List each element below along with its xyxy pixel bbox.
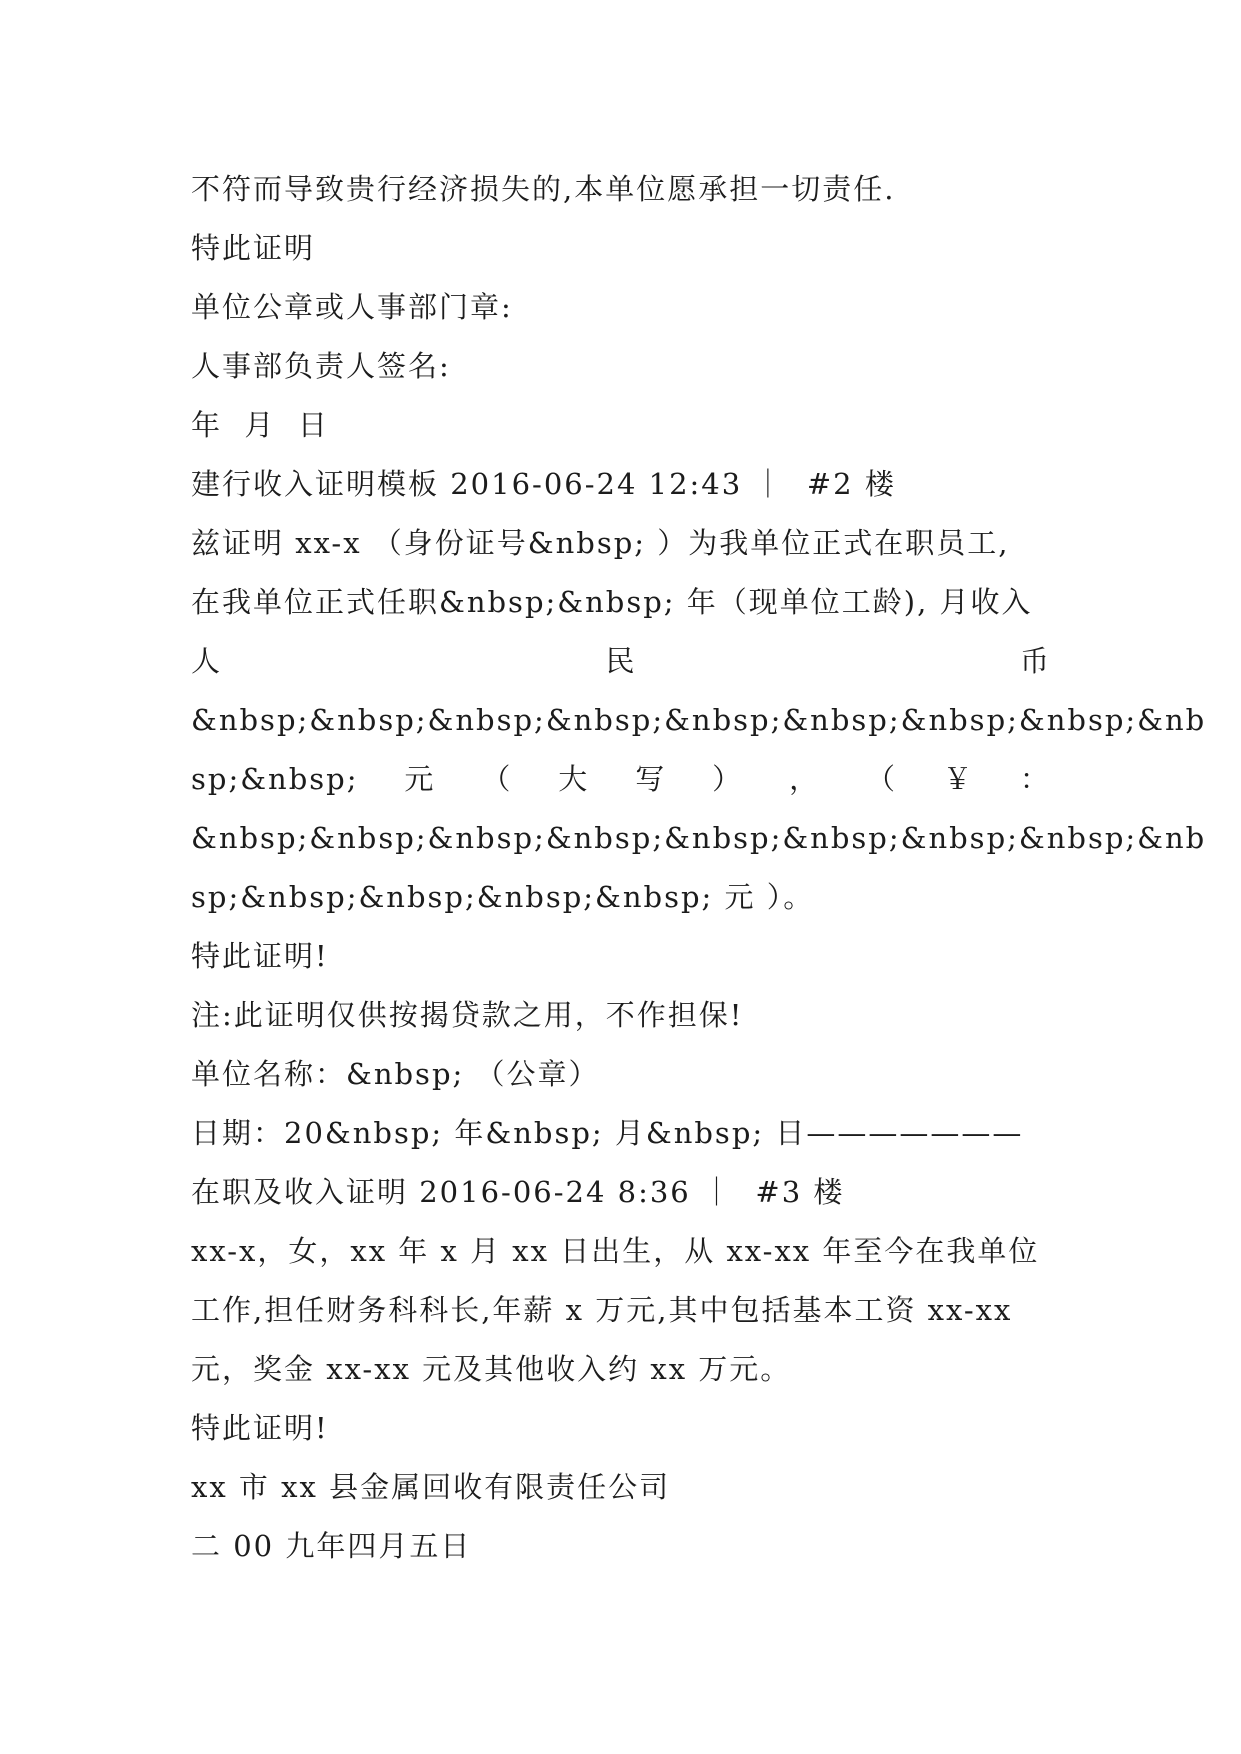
text-line: &nbsp;&nbsp;&nbsp;&nbsp;&nbsp;&nbsp;&nbsp;&nbsp;&nb <box>191 703 1207 737</box>
text-line: 特此证明! <box>191 939 329 973</box>
text-line: xx-x，女，xx 年 x 月 xx 日出生，从 xx-xx 年至今在我单位 <box>191 1234 1040 1268</box>
text-line: 在我单位正式任职&nbsp;&nbsp; 年（现单位工龄), 月收入 <box>191 585 1033 619</box>
text-segment: 人 <box>191 644 223 678</box>
text-line: 人事部负责人签名: <box>191 349 451 383</box>
text-line: 年 月 日 <box>191 408 329 442</box>
text-segment: 写 <box>635 762 667 796</box>
text-segment: sp;&nbsp; <box>191 762 359 796</box>
text-line: sp;&nbsp;&nbsp;&nbsp;&nbsp; 元 ）。 <box>191 880 815 914</box>
text-segment: 币 <box>1019 644 1051 678</box>
text-segment: ， <box>789 762 821 796</box>
text-segment: （ <box>481 762 513 796</box>
text-line: 单位名称：&nbsp; （公章） <box>191 1057 600 1091</box>
text-line: 单位公章或人事部门章: <box>191 290 513 324</box>
text-line: 特此证明! <box>191 1411 329 1445</box>
text-segment: ） <box>712 762 744 796</box>
text-line: 元，奖金 xx-xx 元及其他收入约 xx 万元。 <box>191 1352 792 1386</box>
text-segment: 元 <box>404 762 436 796</box>
post-header-2: 建行收入证明模板 2016-06-24 12:43 ｜ #2 楼 <box>191 467 896 501</box>
justified-line <box>191 750 1051 809</box>
text-segment: （ <box>866 762 898 796</box>
text-segment: ： <box>1019 762 1051 796</box>
justified-line <box>191 632 1051 691</box>
text-line: 注:此证明仅供按揭贷款之用，不作担保! <box>191 998 744 1032</box>
text-line: 不符而导致贵行经济损失的,本单位愿承担一切责任. <box>191 172 896 206</box>
text-segment: 民 <box>605 644 637 678</box>
text-segment: ￥ <box>942 762 974 796</box>
text-line: 日期：20&nbsp; 年&nbsp; 月&nbsp; 日——————— <box>191 1116 1024 1150</box>
text-line: 工作,担任财务科科长,年薪 x 万元,其中包括基本工资 xx-xx <box>191 1293 1013 1327</box>
document-body <box>191 160 1207 1576</box>
company-name: xx 市 xx 县金属回收有限责任公司 <box>191 1470 671 1504</box>
signature-date: 二 00 九年四月五日 <box>191 1529 472 1563</box>
post-header-3: 在职及收入证明 2016-06-24 8:36 ｜ #3 楼 <box>191 1175 845 1209</box>
text-line: 特此证明 <box>191 231 316 265</box>
text-segment: 大 <box>558 762 590 796</box>
text-line: 兹证明 xx-x （身份证号&nbsp; ）为我单位正式在职员工, <box>191 526 1010 560</box>
text-line: &nbsp;&nbsp;&nbsp;&nbsp;&nbsp;&nbsp;&nbsp;&nbsp;&nb <box>191 821 1207 855</box>
